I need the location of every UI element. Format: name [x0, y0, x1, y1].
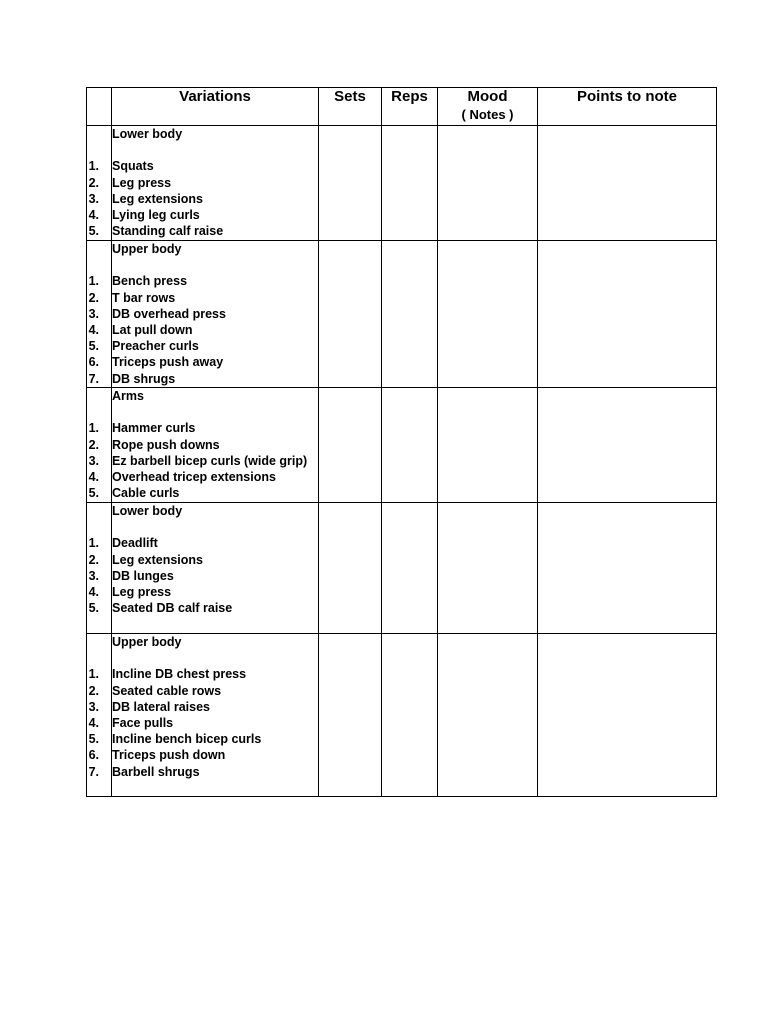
reps-cell[interactable]: [382, 241, 438, 388]
group-row-2: [87, 241, 717, 388]
exercise-number: 5.: [88, 339, 99, 354]
exercise-number: 2.: [88, 552, 99, 567]
exercise-number: 5.: [88, 486, 99, 501]
exercise-item: [88, 535, 318, 551]
exercise-name: Standing calf raise: [112, 224, 224, 239]
exercise-name: Deadlift: [112, 536, 158, 551]
exercise-name: DB lateral raises: [112, 699, 210, 714]
exercise-item: [88, 469, 318, 485]
group-title: Lower body: [112, 504, 183, 518]
exercise-name: DB overhead press: [112, 306, 226, 321]
spacer: [112, 257, 318, 273]
exercise-name: Leg press: [112, 585, 172, 599]
variations-cell: [88, 503, 319, 634]
group-title: Arms: [112, 389, 144, 403]
exercise-name: Lat pull down: [112, 323, 193, 337]
points-cell[interactable]: [538, 388, 717, 503]
mood-label: Mood: [467, 88, 508, 105]
exercise-item: [88, 568, 318, 584]
variations-header: Variations: [112, 88, 319, 126]
exercise-number: 5.: [88, 732, 99, 747]
mood-header: [438, 88, 538, 126]
mood-cell[interactable]: [438, 388, 538, 503]
exercise-number: 6.: [88, 748, 99, 763]
exercise-item: [88, 322, 318, 338]
exercise-name: Ez barbell bicep curls (wide grip): [112, 453, 308, 468]
exercise-number: 3.: [88, 699, 99, 714]
exercise-number: 3.: [88, 191, 99, 206]
reps-cell[interactable]: [382, 503, 438, 634]
exercise-item: [88, 584, 318, 600]
exercise-name: Rope push downs: [112, 437, 220, 452]
group-title: Upper body: [112, 242, 182, 256]
exercise-number: 1.: [88, 536, 99, 551]
exercise-item: [88, 453, 318, 469]
exercise-name: Seated DB calf raise: [112, 601, 233, 616]
sets-cell[interactable]: [319, 388, 382, 503]
sets-cell[interactable]: [319, 241, 382, 388]
exercise-item: [88, 306, 318, 322]
exercise-number: 1.: [88, 421, 99, 436]
exercise-number: 3.: [88, 453, 99, 468]
exercise-name: Incline bench bicep curls: [112, 732, 262, 747]
exercise-number: 2.: [88, 683, 99, 698]
group-title: Upper body: [112, 635, 182, 649]
sets-cell[interactable]: [319, 126, 382, 241]
spacer: [112, 142, 318, 158]
exercise-number: 7.: [88, 371, 99, 386]
exercise-list: [88, 666, 318, 779]
header-row: [87, 88, 717, 126]
sets-cell[interactable]: [319, 503, 382, 634]
reps-cell[interactable]: [382, 634, 438, 797]
reps-cell[interactable]: [382, 388, 438, 503]
variations-cell: [88, 126, 319, 241]
exercise-list: [88, 158, 318, 239]
exercise-item: [88, 354, 318, 370]
exercise-name: Leg press: [112, 175, 172, 190]
exercise-name: DB lunges: [112, 568, 174, 583]
points-header: Points to note: [538, 88, 717, 126]
spacer: [112, 404, 318, 420]
exercise-item: [88, 600, 318, 616]
exercise-number: 4.: [88, 323, 99, 337]
group-title: Lower body: [112, 127, 183, 141]
sets-header: Sets: [319, 88, 382, 126]
exercise-item: [88, 338, 318, 354]
mood-cell[interactable]: [438, 503, 538, 634]
exercise-item: [88, 747, 318, 763]
exercise-list: [88, 273, 318, 386]
variations-cell: [88, 634, 319, 797]
exercise-item: [88, 273, 318, 289]
exercise-name: Squats: [112, 159, 154, 174]
exercise-number: 7.: [88, 764, 99, 779]
exercise-number: 4.: [88, 470, 99, 484]
reps-header: Reps: [382, 88, 438, 126]
exercise-name: Overhead tricep extensions: [112, 470, 276, 484]
exercise-number: 5.: [88, 224, 99, 239]
exercise-number: 4.: [88, 716, 99, 730]
exercise-item: [88, 223, 318, 239]
exercise-name: Seated cable rows: [112, 683, 222, 698]
group-row-3: [87, 388, 717, 503]
exercise-number: 3.: [88, 568, 99, 583]
variations-cell: [88, 388, 319, 503]
group-row-5: [87, 634, 717, 797]
exercise-item: [88, 715, 318, 731]
exercise-item: [88, 731, 318, 747]
exercise-item: [88, 437, 318, 453]
points-cell[interactable]: [538, 634, 717, 797]
sets-cell[interactable]: [319, 634, 382, 797]
exercise-name: Lying leg curls: [112, 208, 200, 222]
exercise-item: [88, 699, 318, 715]
exercise-name: T bar rows: [112, 290, 176, 305]
exercise-number: 4.: [88, 585, 99, 599]
group-row-1: [87, 126, 717, 241]
exercise-list: [88, 535, 318, 616]
variations-cell: [88, 241, 319, 388]
exercise-number: 1.: [88, 274, 99, 289]
points-cell[interactable]: [538, 503, 717, 634]
exercise-item: [88, 420, 318, 436]
exercise-number: 2.: [88, 175, 99, 190]
exercise-number: 4.: [88, 208, 99, 222]
exercise-name: Triceps push away: [112, 355, 224, 370]
reps-cell[interactable]: [382, 126, 438, 241]
exercise-item: [88, 485, 318, 501]
points-cell[interactable]: [538, 241, 717, 388]
spacer: [112, 650, 318, 666]
exercise-number: 1.: [88, 159, 99, 174]
mood-sublabel: ( Notes ): [461, 107, 514, 122]
exercise-item: [88, 290, 318, 306]
exercise-name: Incline DB chest press: [112, 667, 247, 682]
group-row-4: [87, 503, 717, 634]
exercise-number: 2.: [88, 437, 99, 452]
exercise-name: DB shrugs: [112, 371, 176, 386]
exercise-item: [88, 175, 318, 191]
exercise-number: 3.: [88, 306, 99, 321]
exercise-item: [88, 552, 318, 568]
workout-table: [86, 87, 717, 797]
exercise-name: Hammer curls: [112, 421, 196, 436]
exercise-name: Bench press: [112, 274, 188, 289]
exercise-name: Leg extensions: [112, 191, 203, 206]
exercise-item: [88, 764, 318, 780]
exercise-item: [88, 683, 318, 699]
exercise-item: [88, 207, 318, 223]
exercise-item: [88, 371, 318, 387]
exercise-name: Leg extensions: [112, 552, 203, 567]
mood-cell[interactable]: [438, 634, 538, 797]
exercise-name: Triceps push down: [112, 748, 226, 763]
exercise-number: 6.: [88, 355, 99, 370]
mood-cell[interactable]: [438, 241, 538, 388]
exercise-number: 2.: [88, 290, 99, 305]
exercise-list: [88, 420, 318, 501]
spacer: [112, 519, 318, 535]
exercise-name: Preacher curls: [112, 339, 199, 354]
exercise-item: [88, 666, 318, 682]
points-cell[interactable]: [538, 126, 717, 241]
mood-cell[interactable]: [438, 126, 538, 241]
exercise-name: Barbell shrugs: [112, 764, 200, 779]
exercise-item: [88, 158, 318, 174]
exercise-item: [88, 191, 318, 207]
exercise-number: 5.: [88, 601, 99, 616]
exercise-number: 1.: [88, 667, 99, 682]
exercise-name: Cable curls: [112, 486, 180, 501]
exercise-name: Face pulls: [112, 716, 174, 730]
index-header: [87, 88, 112, 126]
